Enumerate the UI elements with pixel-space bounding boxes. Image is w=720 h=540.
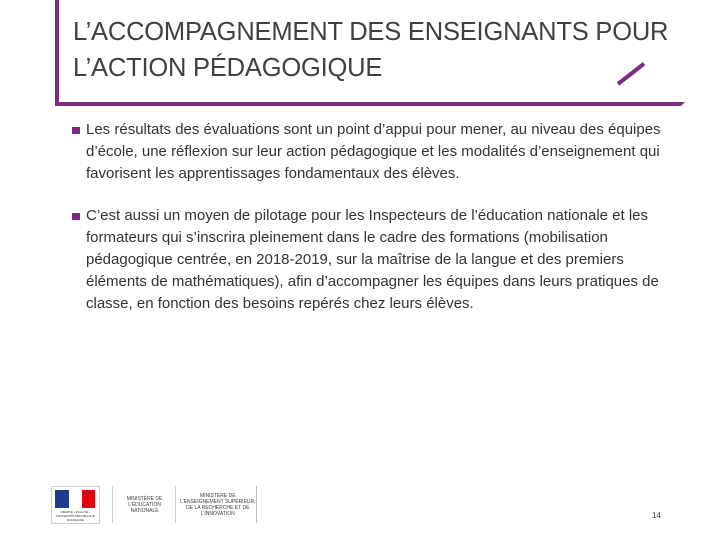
bullet-square-icon [72,127,80,134]
bullet-item [58,205,686,315]
bullet-text: C’est aussi un moyen de pilotage pour les Inspecteurs de l’éducation nationale et les formateurs qui s’inscrira pleinement dans le cadre des formations (mobilisation pédagogique centrée, en 2018-2019, sur la maîtrise de la langue et des premiers éléments de mathématiques), afin d’accompagner les équipes dans leurs pratiques de classe, en fonction des besoins repérés chez leurs élèves. [86,207,659,312]
ministry-logo [51,486,257,523]
bullet-square-icon [72,213,80,220]
tricolor-flag-icon [55,490,95,508]
page-number: 14 [652,511,661,520]
ministry-name-education: MINISTÈRE DE L’ÉDUCATION NATIONALE [112,486,173,523]
slide-title: L’ACCOMPAGNEMENT DES ENSEIGNANTS POUR L’ACTION PÉDAGOGIQUE [73,18,669,82]
logo-caption: LIBERTÉ • ÉGALITÉ • FRATERNITÉ RÉPUBLIQUE FRANÇAISE [55,510,95,522]
bullet-list [58,119,686,315]
bullet-text: Les résultats des évaluations sont un point d’appui pour mener, au niveau des équipes d’école, une réflexion sur leur action pédagogique et les modalités d’enseignement qui favorisent les apprentissages fondamentaux des élèves. [86,121,661,182]
ministry-name-higher-education: MINISTÈRE DE L’ENSEIGNEMENT SUPÉRIEUR, DE LA RECHERCHE ET DE L’INNOVATION [175,486,256,523]
bullet-item [58,119,686,185]
marianne-logo [51,486,100,524]
